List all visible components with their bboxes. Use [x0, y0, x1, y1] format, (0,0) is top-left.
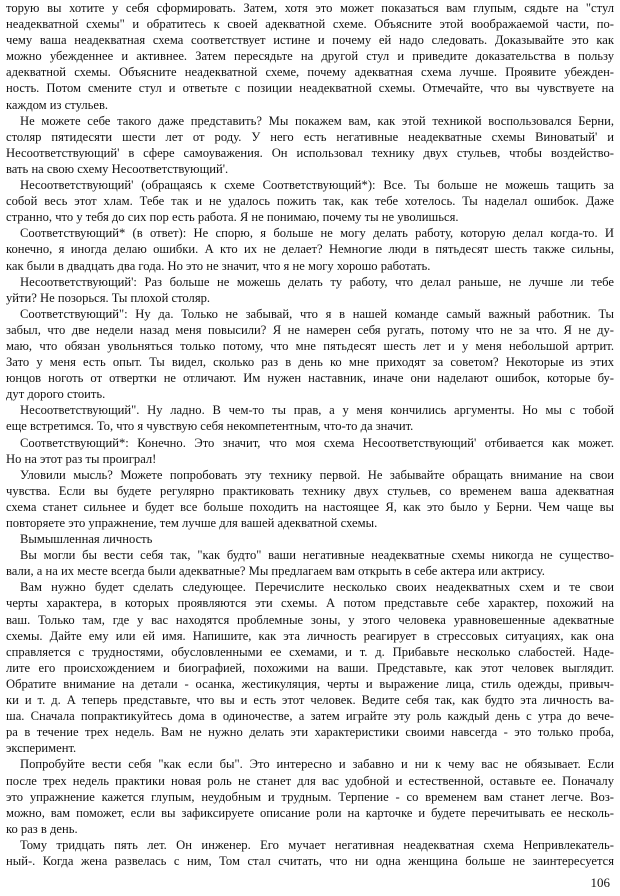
text-line: ный-. Когда жена развелась с ним, Том стал считать, что ни одна женщина больше не заинтересуется — [6, 853, 614, 868]
text-line: столяр пятидесяти шести лет от роду. У него есть негативные неадекватные схемы Виноватый' и — [6, 129, 614, 144]
text-line: Соответствующий": Ну да. Только не забывай, что я в нашей команде самый важный работник. Ты — [20, 306, 614, 321]
text-line: Вы могли бы вести себя так, "как будто" ваши негативные неадекватные схемы никогда не существо- — [20, 548, 614, 563]
text-line: Несоответствующий': Раз больше не можешь делать ту работу, что делал раньше, не лучше ли тебе — [20, 274, 614, 289]
text-line: дут дорого стоить. — [6, 387, 106, 402]
text-line: уйти? Не позорься. Ты плохой столяр. — [6, 290, 211, 305]
text-line: каждом из стульев. — [6, 97, 109, 112]
text-line: Не можете себе такого даже представить? Мы покажем вам, как этой техникой воспользовался Берни, — [20, 113, 614, 128]
text-line: вали, а на их месте всегда были адекватные? Мы предлагаем вам открыть в себе актера или актрису. — [6, 564, 545, 579]
text-line: как были в двадцать два года. Но это не значит, что я не могу хорошо работать. — [6, 258, 431, 273]
text-line: неадекватной схемы" и обратитесь к своей адекватной схеме. Объясните этой воображаемой части, по- — [6, 17, 614, 32]
text-line: ко раз в день. — [6, 821, 78, 836]
body-text — [6, 0, 614, 869]
text-line: чему ваша неадекватная схема соответствует истине и почему ей надо следовать. Доказывайте это как — [6, 33, 614, 48]
text-line: Вымышленная личность — [20, 532, 153, 547]
text-line: эксперимент. — [6, 741, 77, 756]
text-line: Тому тридцать пять лет. Он инженер. Его мучает негативная неадекватная схема Непривлекатель- — [20, 837, 614, 852]
text-line: Вам нужно будет сделать следующее. Перечислите несколько своих неадекватных схем и те свои — [20, 580, 614, 595]
text-line: конечно, я иногда делаю ошибки. А кто их не делает? Немногие люди в пятьдесят шесть также сильны, — [6, 242, 614, 257]
text-line: после трех недель практики новая роль не станет для вас удобной и естественной, оставьте ее. Поначалу — [6, 773, 614, 788]
text-line: Несоответствующий' в сфере самоуважения. Он использовал технику двух стульев, чтобы воздейство- — [6, 145, 614, 160]
text-line: забыл, что две недели назад меня повысили? Я не намерен себя ругать, потому что не за что. Я не ду- — [6, 322, 614, 337]
text-line: Попробуйте вести себя "как если бы". Это интересно и забавно и ни к чему вас не обязывает. Если — [20, 757, 614, 772]
text-line: чувства. Если вы будете регулярно практиковать технику двух стульев, со временем ваша адекватная — [6, 483, 614, 498]
text-line: ра в течение трех недель. Вам не нужно делать эти характеристики своими навсегда - это только проба, — [6, 725, 614, 740]
text-line: Уловили мысль? Можете попробовать эту технику первой. Не забывайте обращать внимание на свои — [20, 467, 614, 482]
text-line: схема станет сильнее и будет все больше походить на настоящее Я, как это было у Берни. Чем чаще вы — [6, 499, 614, 514]
text-line: можно убежденнее и активнее. Затем пересядьте на другой стул и приведите доказательства в пользу — [6, 49, 614, 64]
text-line: еще встретимся. То, что я чувствую себя некомпетентным, что-то да значит. — [6, 419, 414, 434]
page-number: 106 — [590, 875, 610, 890]
text-line: торую вы хотите у себя сформировать. Затем, хотя это может показаться вам глупым, сядьте на "стул — [6, 1, 614, 15]
text-line: можно, вам поможет, если вы зафиксируете описание роли на карточке и будете перечитывать ее несколь- — [6, 805, 614, 820]
text-line: схемы. Дайте ему или ей имя. Напишите, как эта личность реагирует в стрессовых ситуациях, как она — [6, 628, 614, 643]
text-line: юнцов ноготь от отвертки не отличают. Им нужен наставник, иначе они наделают ошибок, которые бу- — [6, 371, 614, 386]
text-line: вать на свою схему Несоответствующий'. — [6, 161, 229, 176]
text-line: это упражнение кажется глупым, неудобным и трудным. Терпение - со временем вам станет легче. Воз- — [6, 789, 614, 804]
text-line: Зато у меня есть опыт. Ты видел, сколько раз в день ко мне приходят за советом? Некоторые из этих — [6, 355, 614, 370]
text-line: Обратите внимание на детали - осанка, жестикуляция, черты и выражение лица, стиль одежды, привыч- — [6, 676, 614, 691]
text-line: маю, что обязан увольняться только потому, что мне пятьдесят шесть лет и у меня небольшой артрит. — [6, 338, 614, 353]
text-line: ша. Сначала попрактикуйтесь дома в одиночестве, а затем играйте эту роль каждый день с утра до вече- — [6, 709, 614, 724]
text-line: странно, что у тебя до сих пор есть работа. Я не понимаю, почему ты не уволишься. — [6, 210, 459, 225]
text-line: лите его происхождением и биографией, похожими на ваши. Представьте, как этот человек выглядит. — [6, 660, 614, 675]
text-line: повторяете это упражнение, тем лучше для вашей адекватной схемы. — [6, 516, 378, 530]
text-line: ваш. Только там, где у вас находятся проблемные зоны, у этого человека уравновешенные адекватные — [6, 612, 614, 627]
text-line: черты характера, в которых проявляются эти схемы. А потом представьте себе характер, похожий на — [6, 596, 614, 611]
text-line: ки и т. д. А теперь представьте, что вы и есть этот человек. Ведите себя так, как будто эта личность ва- — [6, 693, 614, 708]
text-line: справляется с трудностями, обусловленными ее схемами, и т. д. Прибавьте несколько слабостей. Наде- — [6, 644, 614, 659]
text-line: Соответствующий*: Конечно. Это значит, что моя схема Несоответствующий' отбивается как может. — [20, 435, 614, 450]
text-line: Соответствующий* (в ответ): Не спорю, я больше не могу делать работу, которую делал когда-то. И — [20, 226, 614, 241]
text-line: ность. Потом смените стул и ответьте с позиции неадекватной схемы. Отмечайте, что вы чувствуете на — [6, 81, 614, 96]
text-line: собой весь этот хлам. Тебе так и не удалось пожить так, как тебе хотелось. Ты наделал ошибок. Даже — [6, 194, 614, 209]
text-line: Несоответствующий' (обращаясь к схеме Соответствующий*): Все. Ты больше не можешь тащить за — [20, 178, 614, 193]
text-line: Но на этот раз ты проиграл! — [6, 451, 157, 466]
text-line: адекватной схемы. Объясните неадекватной схеме, почему адекватная схема лучше. Проявите убежден- — [6, 65, 614, 80]
text-line: Несоответствующий". Ну ладно. В чем-то ты прав, а у меня кончились аргументы. Но мы с тобой — [20, 403, 614, 418]
